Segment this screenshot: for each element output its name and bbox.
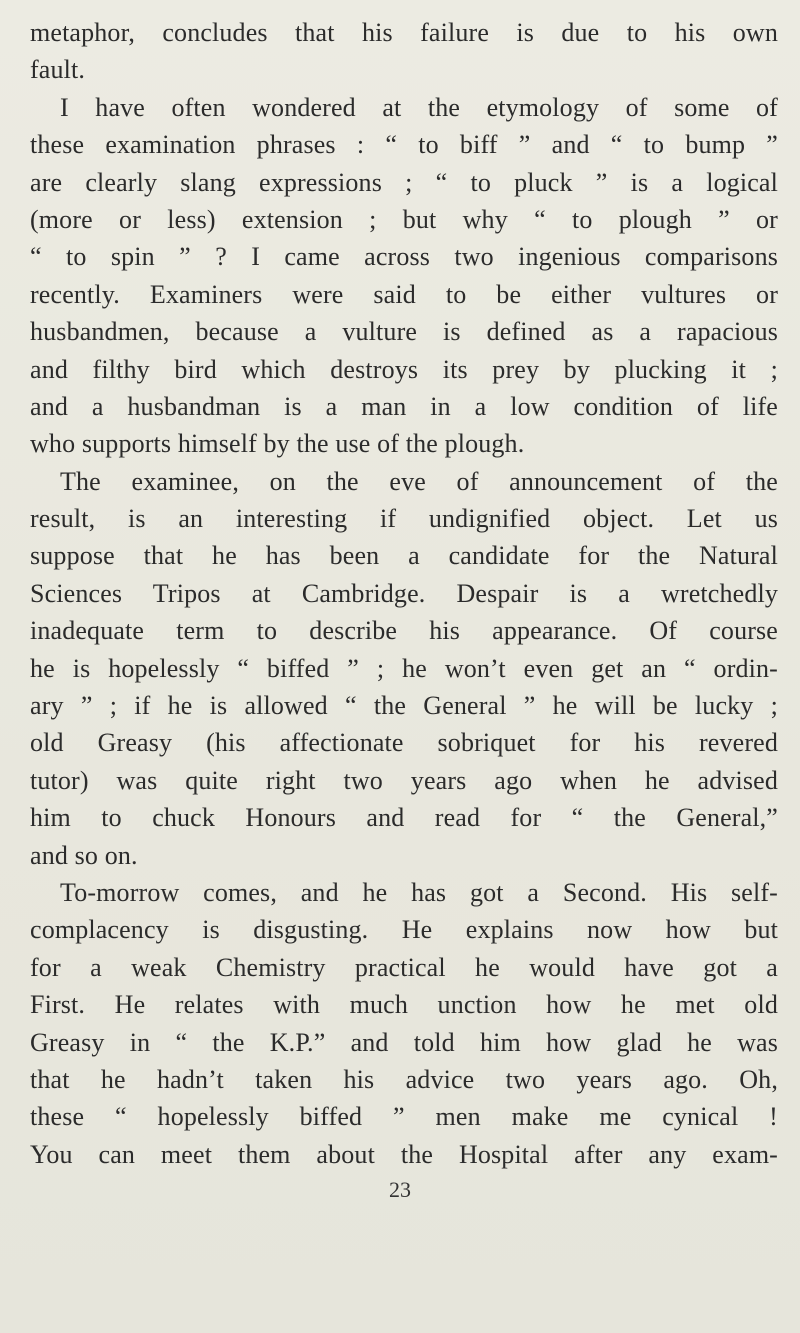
text-line: Sciences Tripos at Cambridge. Despair is a wretchedly (30, 578, 778, 608)
paragraph-start-line: To-morrow comes, and he has got a Second. His self- (60, 877, 778, 907)
page-number: 23 (389, 1177, 411, 1202)
text-line: recently. Examiners were said to be either vultures or (30, 279, 778, 309)
text-line: that he hadn’t taken his advice two years ago. Oh, (30, 1064, 778, 1094)
text-line: old Greasy (his affectionate sobriquet for his revered (30, 728, 778, 758)
text-line: these “ hopelessly biffed ” men make me cynical ! (30, 1102, 778, 1132)
body-text (30, 14, 778, 1173)
text-line: and filthy bird which destroys its prey by plucking it ; (30, 354, 778, 384)
text-line: inadequate term to describe his appearance. Of course (30, 616, 778, 646)
paragraph-start-line: I have often wondered at the etymology of some of (60, 92, 778, 122)
text-line: metaphor, concludes that his failure is due to his own (30, 18, 778, 47)
text-line: for a weak Chemistry practical he would have got a (30, 952, 778, 982)
text-line: and so on. (30, 840, 138, 870)
text-line: and a husbandman is a man in a low condition of life (30, 391, 778, 421)
text-line: complacency is disgusting. He explains now how but (30, 915, 778, 945)
text-line: ary ” ; if he is allowed “ the General ” he will be lucky ; (30, 691, 778, 721)
text-line: he is hopelessly “ biffed ” ; he won’t even get an “ ordin- (30, 653, 778, 683)
text-line: You can meet them about the Hospital after any exam- (30, 1139, 778, 1169)
text-line: who supports himself by the use of the plough. (30, 429, 525, 459)
text-line: tutor) was quite right two years ago when he advised (30, 765, 778, 795)
text-line: him to chuck Honours and read for “ the General,” (30, 803, 778, 833)
text-line: these examination phrases : “ to biff ” and “ to bump ” (30, 130, 778, 160)
paragraph-start-line: The examinee, on the eve of announcement of the (60, 466, 778, 496)
text-line: (more or less) extension ; but why “ to plough ” or (30, 204, 778, 234)
text-line: First. He relates with much unction how he met old (30, 990, 778, 1020)
text-line: husbandmen, because a vulture is defined as a rapacious (30, 317, 778, 347)
text-line: Greasy in “ the K.P.” and told him how glad he was (30, 1027, 778, 1057)
text-line: fault. (30, 55, 86, 85)
text-line: suppose that he has been a candidate for the Natural (30, 541, 778, 571)
text-line: are clearly slang expressions ; “ to pluck ” is a logical (30, 167, 778, 197)
text-line: “ to spin ” ? I came across two ingenious comparisons (30, 242, 778, 272)
text-line: result, is an interesting if undignified object. Let us (30, 504, 778, 534)
